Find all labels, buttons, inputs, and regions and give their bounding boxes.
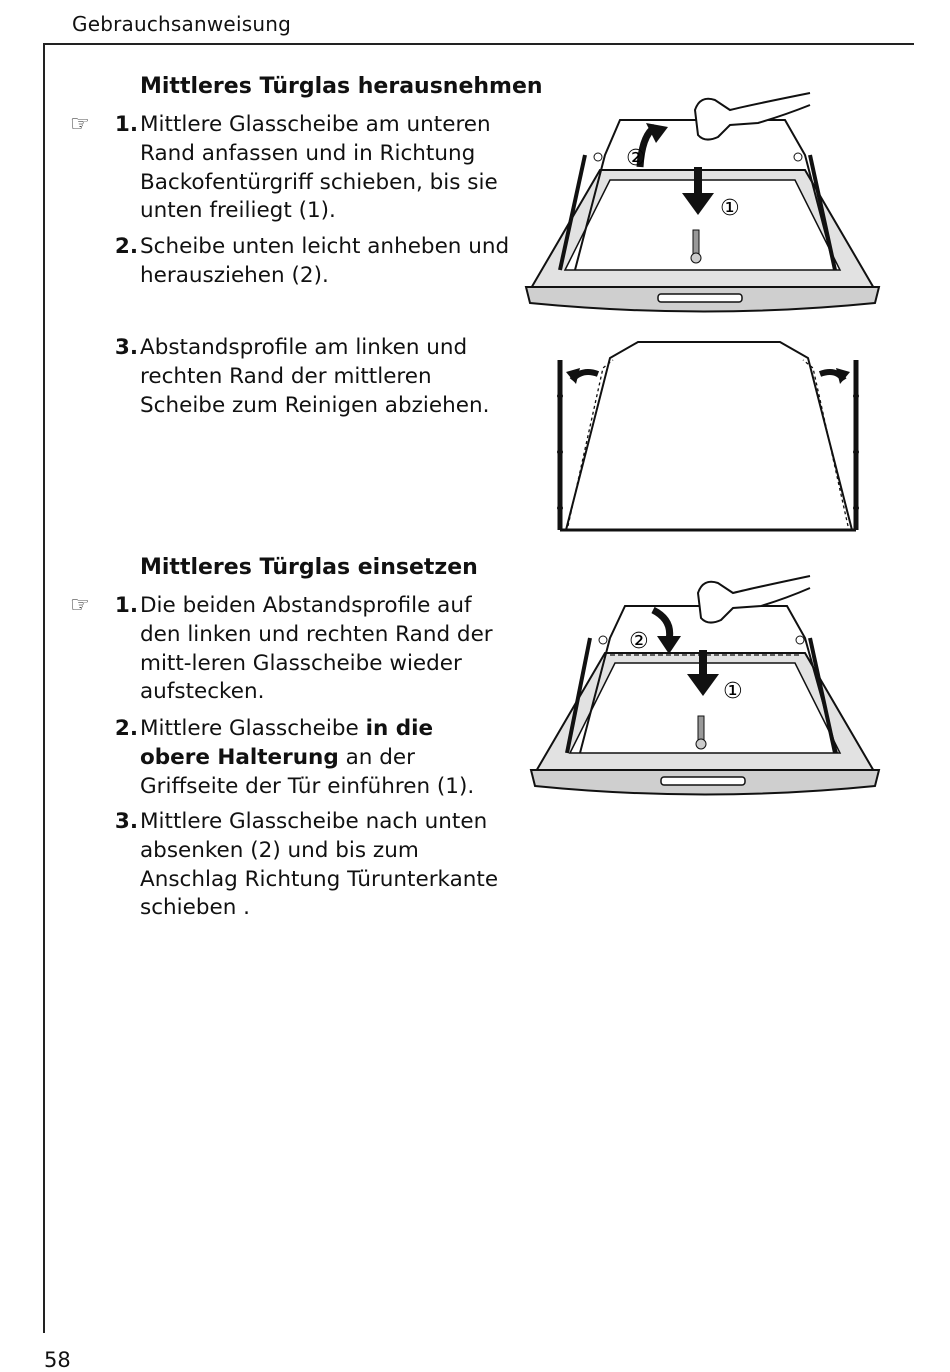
label-two: ② <box>626 146 646 171</box>
section-title-insert: Mittleres Türglas einsetzen <box>140 555 478 580</box>
section-title-remove: Mittleres Türglas herausnehmen <box>140 74 543 99</box>
remove-step-2 <box>60 233 520 295</box>
header-title: Gebrauchsanweisung <box>72 12 291 36</box>
header-rule <box>44 43 914 45</box>
label-one: ① <box>723 679 743 704</box>
step-text: Abstandsprofile am linken und rechten Rand der mittleren Scheibe zum Reinigen abziehen. <box>140 335 490 418</box>
page-number: 58 <box>44 1348 71 1372</box>
step-number: 3. <box>114 809 138 834</box>
pointing-hand-icon: ☞ <box>70 593 90 618</box>
label-one: ① <box>720 196 740 221</box>
step-number: 1. <box>114 112 138 137</box>
step-text: Scheibe unten leicht anheben und herausziehen (2). <box>140 234 510 288</box>
pointing-hand-icon: ☞ <box>70 112 90 137</box>
insert-step-3 <box>60 808 520 921</box>
step-text: Mittlere Glasscheibe nach unten absenken (2) und bis zum Anschlag Richtung Türunterkante schieben . <box>140 809 499 921</box>
step-text: Die beiden Abstandsprofile auf den linken und rechten Rand der mitt-leren Glasscheibe wieder aufstecken. <box>140 593 493 705</box>
step-number: 3. <box>114 335 138 360</box>
figure-remove-glass <box>520 75 885 315</box>
insert-step-2 <box>60 715 520 805</box>
margin-rule <box>43 43 45 1333</box>
figure-insert-glass <box>525 558 885 798</box>
label-two: ② <box>629 629 649 654</box>
figure-spacer-profiles <box>548 338 868 534</box>
remove-step-1 <box>60 111 520 231</box>
step-number: 1. <box>114 593 138 618</box>
step-number: 2. <box>114 716 138 741</box>
remove-step-3 <box>60 334 520 424</box>
step-text: Mittlere Glasscheibe am unteren Rand anfassen und in Richtung Backofentürgriff schieben, bis sie unten freiliegt (1). <box>140 112 498 224</box>
step-text: Mittlere Glasscheibe in die obere Halterung an der Griffseite der Tür einführen (1). <box>140 716 475 799</box>
step-number: 2. <box>114 234 138 259</box>
insert-step-1 <box>60 592 520 712</box>
